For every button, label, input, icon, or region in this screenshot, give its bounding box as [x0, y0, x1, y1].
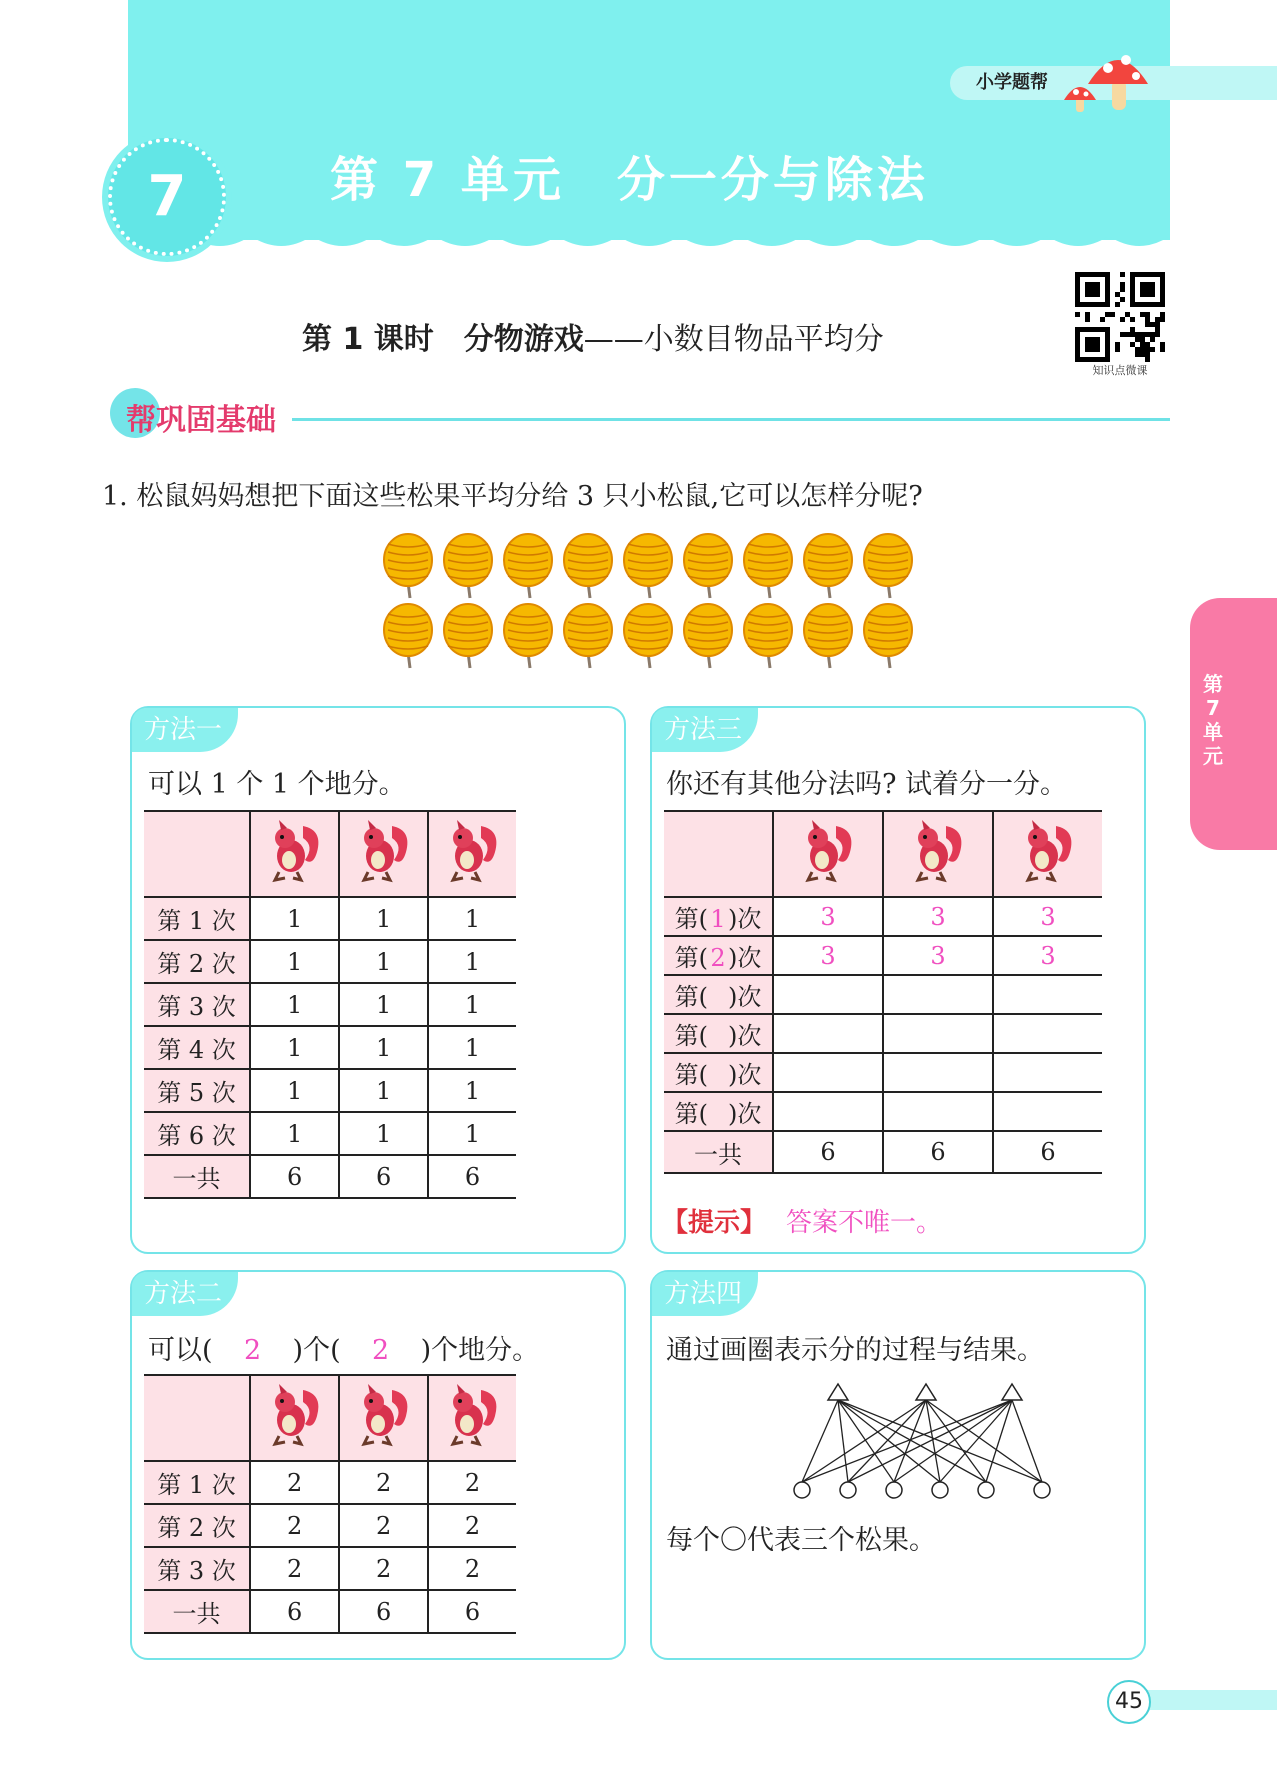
answer-cell[interactable] [773, 975, 883, 1014]
section-tag: 帮巩固基础 [126, 403, 276, 438]
value-cell: 2 [250, 1504, 339, 1547]
method4-desc: 通过画圈表示分的过程与结果。 [666, 1335, 1044, 1366]
method2-desc-b: )个( [292, 1335, 341, 1366]
row-label-cell: 第 2 次 [144, 940, 250, 983]
circle-icon [840, 1482, 856, 1498]
row-label-cell: 第 6 次 [144, 1112, 250, 1155]
row-label-cell: 第 2 次 [144, 1504, 250, 1547]
table-header-row [144, 1375, 516, 1461]
table-corner-cell [144, 1375, 250, 1461]
value-cell: 1 [339, 897, 428, 940]
row-label-cell [664, 1053, 773, 1092]
value-cell: 1 [250, 983, 339, 1026]
value-cell: 6 [250, 1590, 339, 1633]
connector-line [838, 1400, 940, 1482]
row-label-suffix: )次 [727, 905, 762, 933]
circle-icon [886, 1482, 902, 1498]
lesson-title [302, 314, 1002, 358]
answer-cell[interactable]: 3 [993, 897, 1102, 936]
row-label-prefix: 第( [674, 944, 708, 972]
table-row [144, 1155, 516, 1198]
value-cell: 1 [250, 897, 339, 940]
table-row [664, 975, 1102, 1014]
value-cell: 1 [339, 1112, 428, 1155]
table-header-cell [250, 811, 339, 897]
answer-cell[interactable] [993, 1014, 1102, 1053]
row-label-suffix: )次 [727, 1100, 762, 1128]
row-number-answer[interactable]: 2 [710, 944, 726, 972]
row-label-cell [664, 1014, 773, 1053]
method3-table [664, 810, 1102, 1174]
row-label-cell: 第 3 次 [144, 983, 250, 1026]
pinecone-icon [744, 534, 792, 598]
table-row [144, 983, 516, 1026]
method2-answer-1[interactable]: 2 [243, 1335, 262, 1366]
value-cell: 2 [428, 1547, 516, 1590]
row-label-cell: 一共 [664, 1131, 773, 1173]
row-label-cell [664, 936, 773, 975]
table-header-cell [339, 811, 428, 897]
value-cell: 1 [339, 983, 428, 1026]
circle-icon [1034, 1482, 1050, 1498]
squirrel-icon [354, 1380, 414, 1450]
squirrel-icon [443, 1380, 503, 1450]
squirrel-icon [798, 816, 858, 886]
value-cell: 6 [773, 1131, 883, 1173]
method2-desc-c: )个地分。 [420, 1335, 540, 1366]
value-cell: 1 [428, 1069, 516, 1112]
value-cell: 2 [339, 1504, 428, 1547]
table-total-row [664, 1131, 1102, 1173]
side-unit-tab-label: 第7单元 [1203, 672, 1223, 768]
unit-number-badge: 7 [108, 138, 226, 256]
table-corner-cell [144, 811, 250, 897]
answer-cell[interactable]: 3 [773, 897, 883, 936]
unit-title: 第 7 单元 分一分与除法 [330, 152, 929, 208]
connector-line [926, 1400, 986, 1482]
row-label-cell: 第 1 次 [144, 1461, 250, 1504]
answer-cell[interactable] [773, 1092, 883, 1131]
table-row [144, 897, 516, 940]
method1-table [144, 810, 516, 1199]
squirrel-icon [443, 816, 503, 886]
connector-line [1012, 1400, 1042, 1482]
value-cell: 1 [428, 940, 516, 983]
table-row [144, 1461, 516, 1504]
qr-code-icon[interactable] [1075, 272, 1165, 362]
table-corner-cell [664, 811, 773, 897]
value-cell: 6 [428, 1590, 516, 1633]
table-header-cell [883, 811, 993, 897]
circle-icon [978, 1482, 994, 1498]
pinecone-icon [744, 604, 792, 668]
answer-cell[interactable]: 3 [883, 936, 993, 975]
value-cell: 1 [339, 1026, 428, 1069]
row-label-prefix: 第( [674, 1022, 708, 1050]
table-row [144, 1590, 516, 1633]
pinecone-icon [384, 534, 432, 598]
circle-icon [932, 1482, 948, 1498]
squirrel-icon [1018, 816, 1078, 886]
method4-label: 方法四 [652, 1272, 758, 1316]
table-header-row [664, 811, 1102, 897]
method2-answer-2[interactable]: 2 [372, 1335, 390, 1366]
method3-desc: 你还有其他分法吗? 试着分一分。 [666, 769, 1068, 800]
row-label-suffix: )次 [727, 983, 762, 1011]
value-cell: 6 [993, 1131, 1102, 1173]
row-label-prefix: 第( [674, 1061, 708, 1089]
answer-cell[interactable] [993, 1053, 1102, 1092]
value-cell: 1 [428, 897, 516, 940]
connector-line [986, 1400, 1012, 1482]
method2-label: 方法二 [132, 1272, 238, 1316]
pinecone-icon [624, 604, 672, 668]
squirrel-icon [265, 816, 325, 886]
table-header-cell [339, 1375, 428, 1461]
answer-cell[interactable] [883, 1053, 993, 1092]
squirrel-icon [265, 1380, 325, 1450]
row-label-prefix: 第( [674, 905, 708, 933]
squirrel-icon [908, 816, 968, 886]
lesson-title-rest: ——小数目物品平均分 [583, 322, 884, 357]
method4-note: 每个〇代表三个松果。 [666, 1525, 936, 1556]
value-cell: 6 [339, 1590, 428, 1633]
pinecone-icon [564, 604, 612, 668]
table-header-cell [250, 1375, 339, 1461]
answer-cell[interactable] [773, 1053, 883, 1092]
method2-desc [148, 1328, 539, 1367]
value-cell: 1 [428, 1026, 516, 1069]
table-header-cell [773, 811, 883, 897]
answer-cell[interactable] [993, 1092, 1102, 1131]
table-header-cell [993, 811, 1102, 897]
method1-desc: 可以 1 个 1 个地分。 [148, 769, 406, 800]
table-row [664, 936, 1102, 975]
pinecone-icon [684, 534, 732, 598]
connector-line [894, 1400, 926, 1482]
table-header-row [144, 811, 516, 897]
answer-cell[interactable]: 3 [883, 897, 993, 936]
connector-line [926, 1400, 940, 1482]
row-label-cell: 第 3 次 [144, 1547, 250, 1590]
value-cell: 6 [428, 1155, 516, 1198]
pinecone-icon [504, 534, 552, 598]
row-label-cell [664, 897, 773, 936]
pinecone-icon [804, 534, 852, 598]
value-cell: 6 [883, 1131, 993, 1173]
table-row [144, 1026, 516, 1069]
table-header-cell [428, 1375, 516, 1461]
value-cell: 1 [339, 1069, 428, 1112]
answer-cell[interactable]: 3 [993, 936, 1102, 975]
table-row [664, 897, 1102, 936]
connector-line [848, 1400, 1012, 1482]
row-label-cell: 一共 [144, 1155, 250, 1198]
row-label-cell: 第 4 次 [144, 1026, 250, 1069]
method2-table [144, 1374, 516, 1634]
value-cell: 1 [339, 940, 428, 983]
answer-cell[interactable] [993, 975, 1102, 1014]
value-cell: 1 [428, 983, 516, 1026]
table-row [664, 1014, 1102, 1053]
answer-cell[interactable] [883, 1014, 993, 1053]
table-row [144, 1547, 516, 1590]
row-label-cell: 第 5 次 [144, 1069, 250, 1112]
answer-cell[interactable] [883, 975, 993, 1014]
value-cell: 1 [250, 1069, 339, 1112]
hint-label: 【提示】 [662, 1208, 767, 1238]
value-cell: 1 [250, 1112, 339, 1155]
row-label-prefix: 第( [674, 1100, 708, 1128]
row-label-cell: 一共 [144, 1590, 250, 1633]
connector-line [926, 1400, 1042, 1482]
lesson-title-bold: 第 1 课时 分物游戏 [302, 322, 584, 357]
question-text: 1. 松鼠妈妈想把下面这些松果平均分给 3 只小松鼠,它可以怎样分呢? [102, 481, 923, 512]
pinecone-icon [624, 534, 672, 598]
value-cell: 2 [250, 1461, 339, 1504]
row-label-cell [664, 1092, 773, 1131]
brand-tag: 小学题帮 [950, 66, 1277, 100]
row-label-suffix: )次 [727, 1022, 762, 1050]
circle-icon [794, 1482, 810, 1498]
pinecone-icon [864, 534, 912, 598]
squirrel-icon [354, 816, 414, 886]
pinecone-icon [804, 604, 852, 668]
answer-cell[interactable] [773, 1014, 883, 1053]
pinecone-icon [444, 534, 492, 598]
grouping-diagram [790, 1378, 1060, 1504]
triangle-icon [1002, 1384, 1022, 1400]
mushroom-icon [1062, 44, 1152, 116]
value-cell: 1 [428, 1112, 516, 1155]
value-cell: 2 [339, 1547, 428, 1590]
value-cell: 1 [250, 1026, 339, 1069]
value-cell: 2 [428, 1461, 516, 1504]
answer-cell[interactable] [883, 1092, 993, 1131]
row-label-cell [664, 975, 773, 1014]
pinecone-icon [684, 604, 732, 668]
page-band [1147, 1690, 1277, 1710]
triangle-icon [916, 1384, 936, 1400]
row-label-prefix: 第( [674, 983, 708, 1011]
table-row [664, 1053, 1102, 1092]
hint-text: 答案不唯一。 [786, 1208, 943, 1238]
pinecone-group [380, 530, 940, 672]
table-row [664, 1092, 1102, 1131]
value-cell: 6 [250, 1155, 339, 1198]
wave-edge [128, 222, 1170, 258]
pinecone-icon [384, 604, 432, 668]
value-cell: 2 [428, 1504, 516, 1547]
pinecone-icon [564, 534, 612, 598]
row-label-suffix: )次 [727, 944, 762, 972]
table-row [144, 940, 516, 983]
connector-line [838, 1400, 1042, 1482]
triangle-icon [828, 1384, 848, 1400]
table-row [144, 1069, 516, 1112]
connector-line [940, 1400, 1012, 1482]
method3-label: 方法三 [652, 708, 758, 752]
row-number-answer[interactable]: 1 [710, 905, 726, 933]
value-cell: 2 [339, 1461, 428, 1504]
table-header-cell [428, 811, 516, 897]
pinecone-icon [864, 604, 912, 668]
section-divider [292, 418, 1170, 421]
value-cell: 2 [250, 1547, 339, 1590]
pinecone-icon [504, 604, 552, 668]
hint [662, 1202, 942, 1239]
method2-desc-a: 可以( [148, 1335, 213, 1366]
table-row [144, 1504, 516, 1547]
value-cell: 1 [250, 940, 339, 983]
answer-cell[interactable]: 3 [773, 936, 883, 975]
method1-label: 方法一 [132, 708, 238, 752]
page-number: 45 [1107, 1680, 1151, 1724]
table-row [144, 1112, 516, 1155]
value-cell: 6 [339, 1155, 428, 1198]
row-label-suffix: )次 [727, 1061, 762, 1089]
pinecone-icon [444, 604, 492, 668]
qr-caption: 知识点微课 [1092, 364, 1148, 377]
row-label-cell: 第 1 次 [144, 897, 250, 940]
